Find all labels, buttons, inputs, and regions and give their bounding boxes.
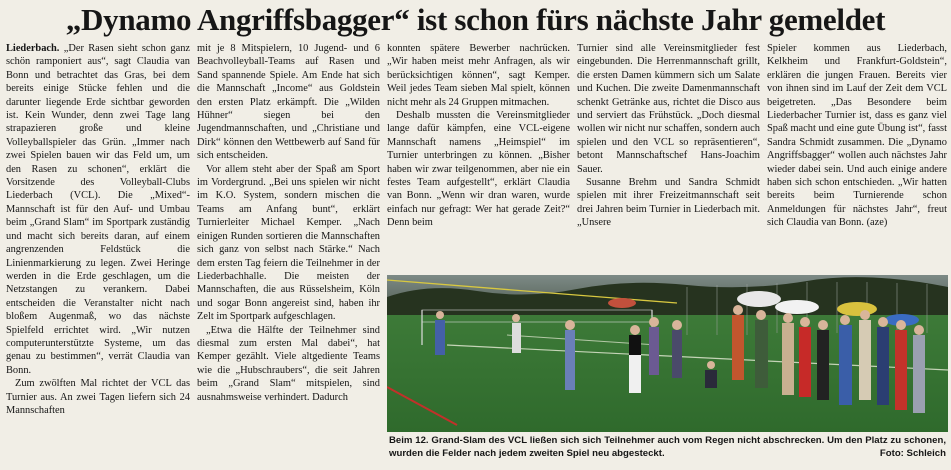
article-column-1 (6, 42, 190, 466)
dateline-place: Liederbach. (6, 43, 60, 54)
article-paragraph (6, 42, 190, 377)
article-paragraph: „Etwa die Hälfte der Teilnehmer sind diesmal zum ersten Mal dabei“, hat Kemper gezählt. Viele altgediente Teams wie die „Hubschraubers“, die seit Jahren beim „Grand Slam“ mitspielen, sind ausnahmsweise verhindert. Dadurch (197, 324, 380, 403)
article-column-3 (387, 42, 570, 274)
photo-caption (389, 434, 946, 460)
article-paragraph: Deshalb mussten die Vereinsmitglieder lange dafür kämpfen, eine VCL-eigene Mannschaft namens „Heimspiel“ im Turnier unterbringen zu können. „Bisher haben wir zwar teilgenommen, aber nie ein festes Team aufgestellt“, erklärt Claudia van Bonn. „Wenn wir dran waren, wurde einfach nur gefragt: Wer hat gerade Zeit?“ Denn beim (387, 110, 570, 229)
article-paragraph: Spieler kommen aus Liederbach, Kelkheim und Frankfurt-Goldstein“, erklären die jungen Frauen. Bereits vier von ihnen sind im Lauf der Zeit dem VCL beigetreten. „Das Besondere beim Liederbacher Turnier ist, dass es ganz viel Spaß macht und eine gute Übung ist“, fasst Sandra Schmidt zusammen. Die „Dynamo Angriffsbagger“ wollen auch nächstes Jahr wieder dabei sein. Und auch einige andere haben sich schon entschieden. „Wir hatten bereits beim Turnierende schon Anmeldungen für nächstes Jahr“, freut sich Claudia van Bonn. (aze) (767, 43, 947, 229)
article-paragraph: Turnier sind alle Vereinsmitglieder fest eingebunden. Die Herrenmannschaft grillt, die ersten Damen kümmern sich um Salate und Kuchen. Die zweite Damenmannschaft schenkt Getränke aus, richtet die Disco aus und serviert das Frühstück. „Doch diesmal wollen wir nicht nur schaffen, sondern auch spielen und den VCL so repräsentieren“, betont Mannschaftschef Hans-Joachim Sauer. (577, 43, 760, 175)
photo-credit: Foto: Schleich (879, 448, 946, 459)
article-paragraph: mit je 8 Mitspielern, 10 Jugend- und 6 Beachvolleyball-Teams auf Rasen und Sand spannende Spiele. Am Ende hat sich die Mannschaft „Income“ aus Goldstein den ersten Platz erkämpft. Die „Wilden Hühner“ siegen bei den Jugendmannschaften, und „Christiane und Dirk“ können den Wettbewerb auf Sand für sich entscheiden. (197, 43, 380, 162)
article-paragraph: Vor allem steht aber der Spaß am Sport im Vordergrund. „Bei uns spielen wir nicht im K.O. System, sondern mischen die Teams am Anfang bunt“, erklärt Turnierleiter Michael Kemper. „Nach einigen Runden sortieren die Mannschaften sich ganz von selbst nach Stärke.“ Nach dem ersten Tag feiern die Teilnehmer in der Liederbachhalle. Die meisten der Mannschaften, die aus Rüsselsheim, Köln und sogar Bonn angereist sind, haben ihr Zelt im Sportpark aufgeschlagen. (197, 163, 380, 323)
article-paragraph: Susanne Brehm und Sandra Schmidt spielen mit ihrer Freizeitmannschaft seit drei Jahren beim Turnier in Liederbach mit. „Unsere (577, 177, 760, 229)
paragraph-text: „Der Rasen sieht schon ganz schön ramponiert aus“, sagt Claudia van Bonn und betrachtet das Gras, bei dem bereits einige Stücke fehlen und die darunter liegende Erde sichtbar geworden ist. Kein Wunder, denn zwei Tage lang strapazieren große und kleine Volleyballspieler das Grün. „Immer nach zwei Spielen bauen wir das Feld um, um den Rasen zu schonen“, erklärt die Vorsitzende des Volleyball-Clubs Liederbach (VCL). Die „Mixed“-Mannschaft ist für den Auf- und Umbau beim „Grand Slam“ im Sportpark zuständig und macht sich bereits daran, auf einem angrenzenden Feldstück die Linienmarkierung zu legen. Zwei Heringe werden in die Erde geschlagen, um die Netzstangen zu verankern. Dabei entscheiden die Veranstalter nicht nach bloßem Augenmaß, wo das nächste Spielfeld errichtet wird. „Wir nutzen computerunterstützte Systeme, um das genau zu bestimmen“, verrät Claudia van Bonn. (6, 43, 190, 376)
article-paragraph: Zum zwölften Mal richtet der VCL das Turnier aus. An zwei Tagen liefern sich 24 Mannschaften (6, 378, 190, 416)
article-column-2 (197, 42, 380, 403)
caption-text: Beim 12. Grand-Slam des VCL ließen sich sich Teilnehmer auch vom Regen nicht abschrecken. Um den Platz zu schonen, wurden die Felder nach jedem zweiten Spiel neu abgesteckt. (389, 435, 946, 459)
article-column-4 (577, 42, 760, 274)
article-paragraph: konnten spätere Bewerber nachrücken. „Wir haben meist mehr Anfragen, als wir berücksichtigen können“, sagt Kemper. Weil jedes Team sieben Mal spielt, können nicht mehr als 24 Gruppen mitmachen. (387, 43, 570, 108)
volleyball-field-photo (387, 275, 948, 432)
news-photo (387, 275, 948, 432)
headline: „Dynamo Angriffsbagger“ ist schon fürs nächste Jahr gemeldet (65, 2, 886, 37)
